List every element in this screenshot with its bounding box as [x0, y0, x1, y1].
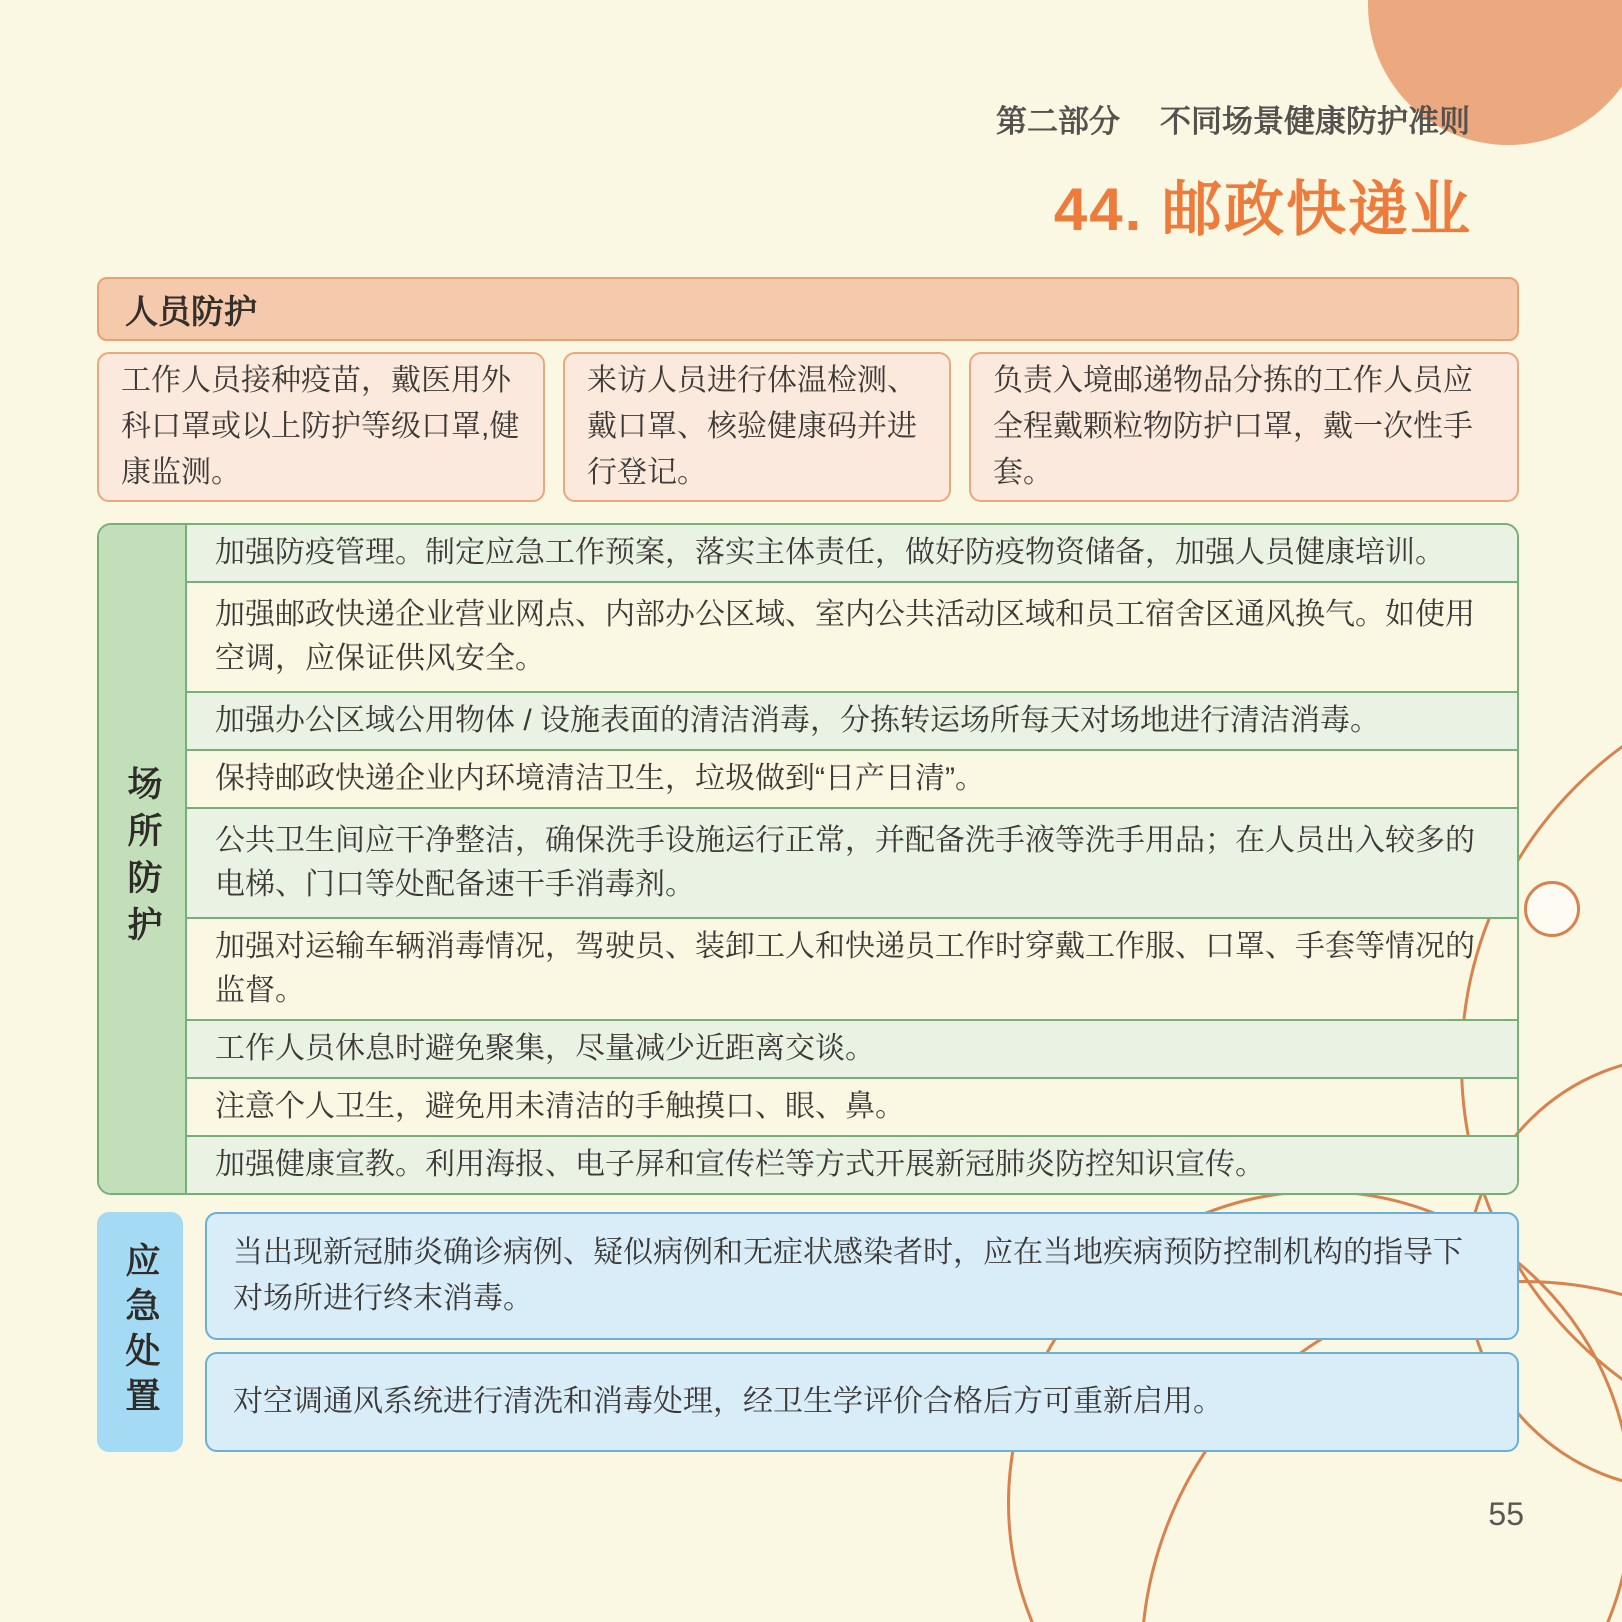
section-banner-personnel	[97, 277, 1519, 341]
personnel-card-text: 工作人员接种疫苗，戴医用外科口罩或以上防护等级口罩,健康监测。	[121, 364, 520, 489]
personnel-card	[563, 352, 951, 502]
emergency-row-text: 对空调通风系统进行清洗和消毒处理，经卫生学评价合格后方可重新启用。	[233, 1385, 1223, 1418]
emergency-label-strip	[97, 1212, 183, 1452]
venue-row	[187, 807, 1517, 917]
venue-row-text: 工作人员休息时避免聚集，尽量减少近距离交谈。	[215, 1032, 875, 1065]
venue-row-text: 注意个人卫生，避免用未清洁的手触摸口、眼、鼻。	[215, 1090, 905, 1123]
venue-row-text: 公共卫生间应干净整洁，确保洗手设施运行正常，并配备洗手液等洗手用品；在人员出入较多的电梯、门口等处配备速干手消毒剂。	[215, 824, 1475, 901]
venue-row	[187, 581, 1517, 691]
emergency-label: 应急处置	[121, 1242, 160, 1422]
personnel-card	[97, 352, 545, 502]
running-head	[996, 96, 1470, 141]
venue-row	[187, 525, 1517, 581]
page-number: 55	[1488, 1496, 1524, 1532]
section-banner-label: 人员防护	[125, 292, 257, 330]
venue-row	[187, 1135, 1517, 1193]
personnel-cards	[97, 352, 1519, 502]
page-title: 44. 邮政快递业	[1053, 176, 1472, 243]
running-head-part: 第二部分	[996, 104, 1120, 139]
venue-row-text: 保持邮政快递企业内环境清洁卫生，垃圾做到“日产日清”。	[215, 762, 985, 795]
venue-row	[187, 749, 1517, 807]
venue-row-text: 加强邮政快递企业营业网点、内部办公区域、室内公共活动区域和员工宿舍区通风换气。如使用空调，应保证供风安全。	[215, 598, 1475, 675]
venue-row-text: 加强防疫管理。制定应急工作预案，落实主体责任，做好防疫物资储备，加强人员健康培训。	[215, 536, 1445, 569]
emergency-row	[205, 1352, 1519, 1452]
emergency-row-text: 当出现新冠肺炎确诊病例、疑似病例和无症状感染者时，应在当地疾病预防控制机构的指导下对场所进行终末消毒。	[233, 1236, 1463, 1315]
venue-row-text: 加强健康宣教。利用海报、电子屏和宣传栏等方式开展新冠肺炎防控知识宣传。	[215, 1148, 1265, 1181]
venue-row-text: 加强对运输车辆消毒情况，驾驶员、装卸工人和快递员工作时穿戴工作服、口罩、手套等情况的监督。	[215, 930, 1475, 1007]
venue-row	[187, 1019, 1517, 1077]
venue-row-text: 加强办公区域公用物体 / 设施表面的清洁消毒，分拣转运场所每天对场地进行清洁消毒。	[215, 704, 1381, 737]
running-head-title: 不同场景健康防护准则	[1160, 104, 1470, 139]
personnel-card-text: 负责入境邮递物品分拣的工作人员应全程戴颗粒物防护口罩，戴一次性手套。	[993, 364, 1473, 489]
venue-protection-table	[97, 523, 1519, 1195]
emergency-row	[205, 1212, 1519, 1340]
venue-label-strip	[99, 525, 187, 1193]
venue-label: 场所防护	[123, 765, 162, 953]
venue-row	[187, 1077, 1517, 1135]
venue-rows	[187, 525, 1517, 1193]
personnel-card-text: 来访人员进行体温检测、戴口罩、核验健康码并进行登记。	[587, 364, 917, 489]
personnel-card	[969, 352, 1519, 502]
venue-row	[187, 691, 1517, 749]
venue-row	[187, 917, 1517, 1019]
